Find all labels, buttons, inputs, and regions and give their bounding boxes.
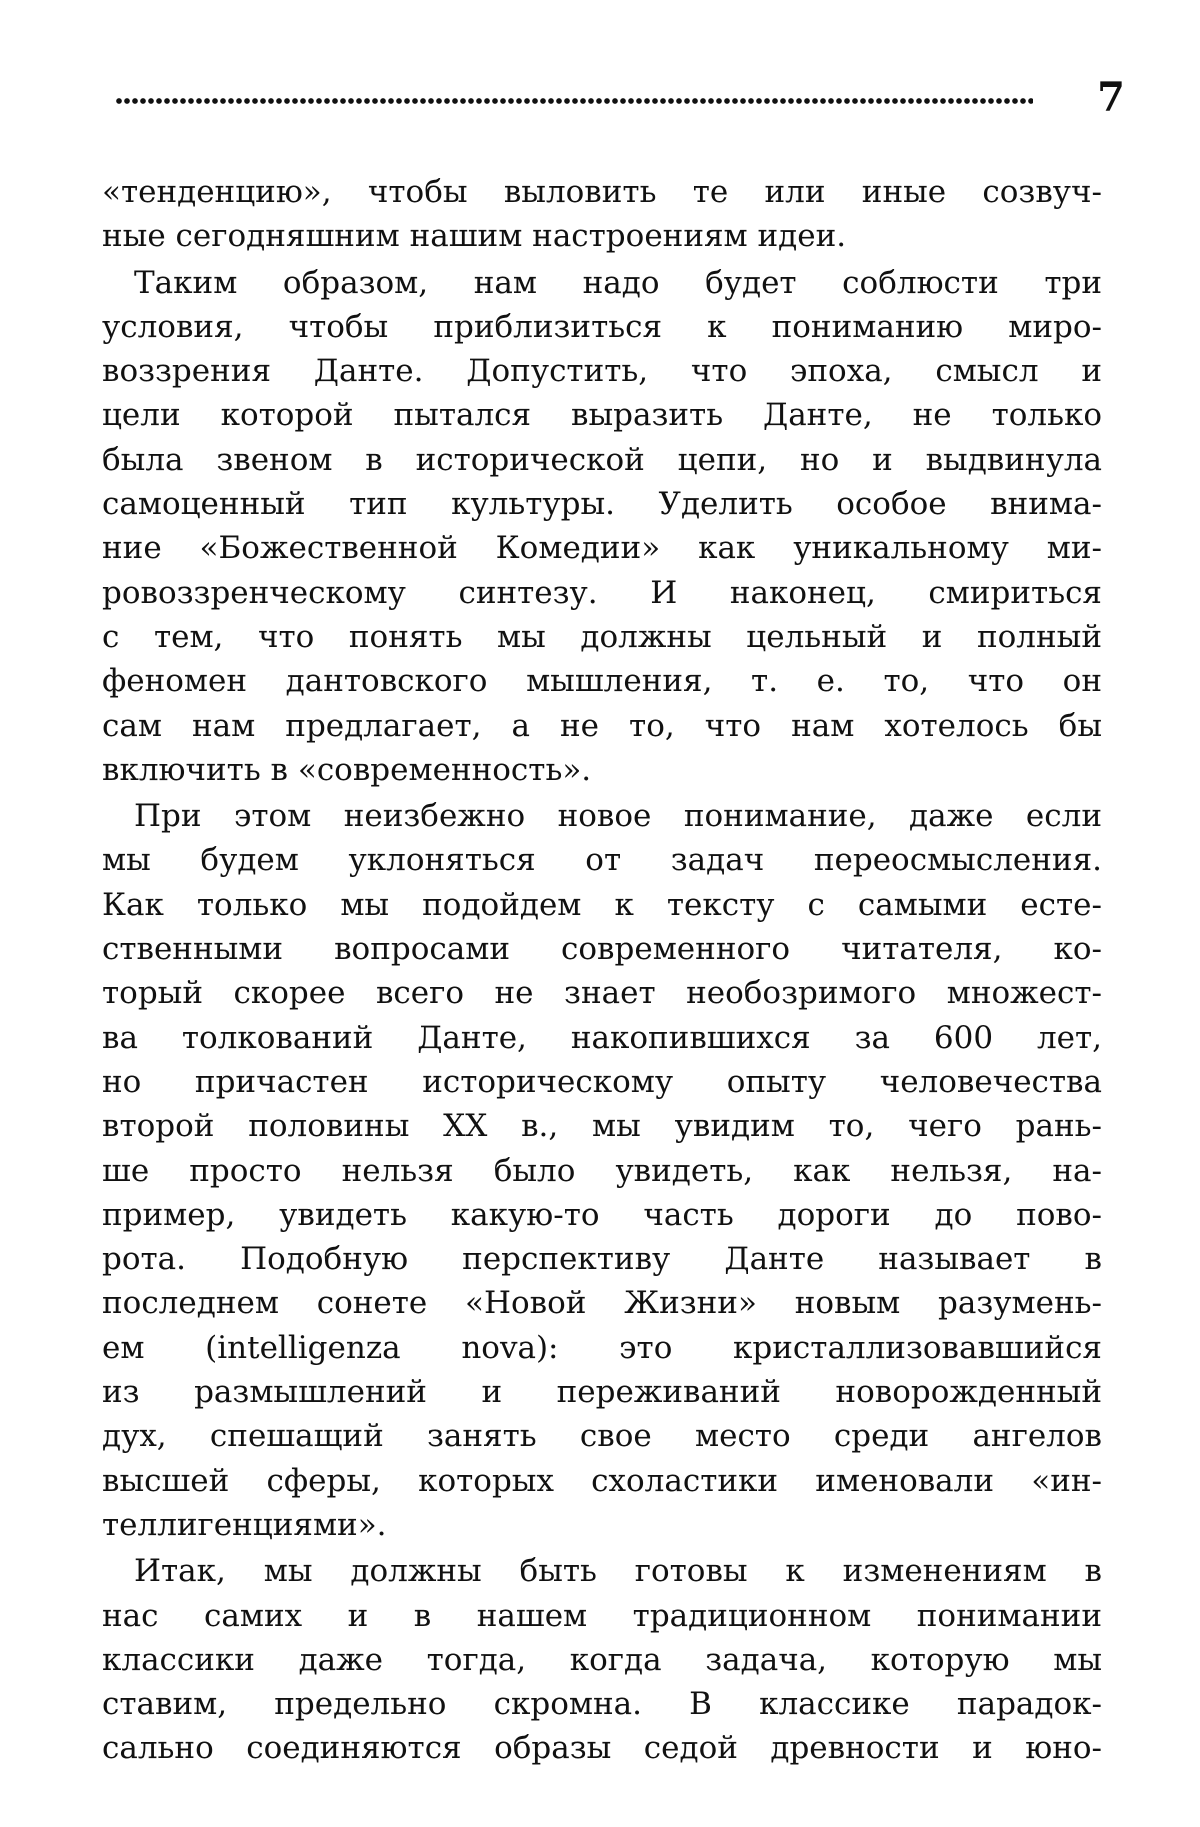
page-header bbox=[115, 74, 1125, 130]
text-line: последнем сонете «Новой Жизни» новым разумень- bbox=[102, 1285, 1102, 1322]
text-line: ственными вопросами современного читателя, ко- bbox=[102, 931, 1102, 968]
text-line: условия, чтобы приблизиться к пониманию миро- bbox=[102, 308, 1102, 345]
text-line: классики даже тогда, когда задача, которую мы bbox=[102, 1641, 1102, 1678]
text-line: ровоззренческому синтезу. И наконец, смириться bbox=[102, 574, 1102, 611]
text-line: ние «Божественной Комедии» как уникальному ми- bbox=[102, 530, 1102, 567]
text-line: воззрения Данте. Допустить, что эпоха, смысл и bbox=[102, 353, 1102, 390]
text-line: была звеном в исторической цепи, но и выдвинула bbox=[102, 441, 1102, 478]
text-line: нас самих и в нашем традиционном понимании bbox=[102, 1597, 1102, 1634]
text-line: второй половины XX в., мы увидим то, чего рань- bbox=[102, 1108, 1102, 1145]
text-line: но причастен историческому опыту человечества bbox=[102, 1063, 1102, 1100]
text-line: Как только мы подойдем к тексту с самыми есте- bbox=[102, 886, 1102, 923]
text-line: ем (intelligenza nova): это кристаллизовавшийся bbox=[102, 1329, 1102, 1366]
text-line: дух, спешащий занять свое место среди ангелов bbox=[102, 1418, 1102, 1455]
text-line: высшей сферы, которых схоластики именовали «ин- bbox=[102, 1462, 1102, 1499]
text-line: цели которой пытался выразить Данте, не только bbox=[102, 397, 1102, 434]
text-line: сам нам предлагает, а не то, что нам хотелось бы bbox=[102, 707, 1102, 744]
paragraph-4 bbox=[102, 1549, 1102, 1770]
text-body bbox=[102, 170, 1102, 1771]
text-line: При этом неизбежно новое понимание, даже если bbox=[134, 798, 1102, 835]
text-line: ставим, предельно скромна. В классике парадок- bbox=[102, 1686, 1102, 1723]
text-line: ные сегодняшним нашим настроениям идеи. bbox=[102, 218, 847, 255]
decorative-dotted-rule bbox=[115, 96, 1033, 106]
text-line: «тенденцию», чтобы выловить те или иные созвуч- bbox=[102, 174, 1102, 210]
text-line: из размышлений и переживаний новорожденный bbox=[102, 1374, 1102, 1411]
text-line: Таким образом, нам надо будет соблюсти три bbox=[134, 264, 1102, 301]
text-line: с тем, что понять мы должны цельный и полный bbox=[102, 618, 1102, 655]
paragraph-2 bbox=[102, 261, 1102, 793]
text-line: включить в «современность». bbox=[102, 751, 592, 788]
text-line: мы будем уклоняться от задач переосмысления. bbox=[102, 842, 1102, 879]
text-line: ше просто нельзя было увидеть, как нельзя, на- bbox=[102, 1152, 1102, 1189]
text-line: сально соединяются образы седой древности и юно- bbox=[102, 1730, 1102, 1767]
text-line: самоценный тип культуры. Уделить особое внима- bbox=[102, 486, 1102, 523]
paragraph-1 bbox=[102, 170, 1102, 259]
text-line: пример, увидеть какую-то часть дороги до пово- bbox=[102, 1196, 1102, 1233]
text-line: рота. Подобную перспективу Данте называет в bbox=[102, 1241, 1102, 1278]
text-line: теллигенциями». bbox=[102, 1506, 387, 1543]
text-line: Итак, мы должны быть готовы к изменениям в bbox=[134, 1553, 1102, 1590]
page-number: 7 bbox=[1097, 74, 1125, 121]
text-line: торый скорее всего не знает необозримого множест- bbox=[102, 975, 1102, 1012]
paragraph-3 bbox=[102, 794, 1102, 1547]
text-line: феномен дантовского мышления, т. е. то, что он bbox=[102, 663, 1102, 700]
text-line: ва толкований Данте, накопившихся за 600 лет, bbox=[102, 1019, 1102, 1056]
